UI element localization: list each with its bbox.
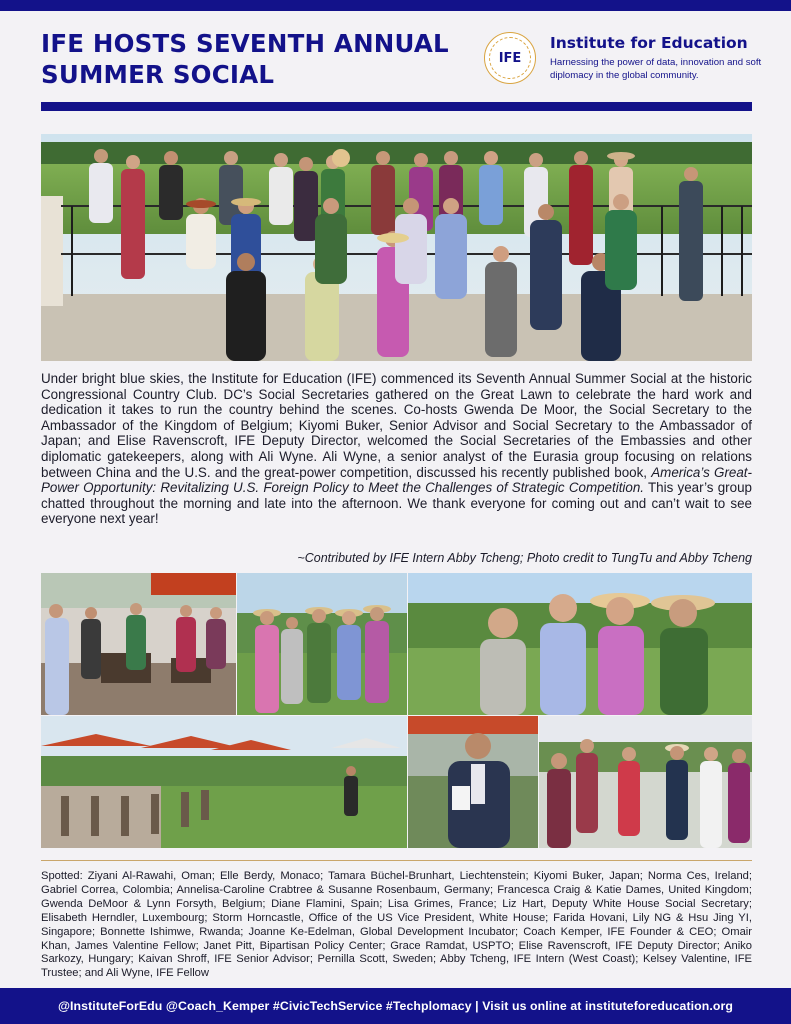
article-paragraph-1: Under bright blue skies, the Institute for Education (IFE) commenced its Seventh Annual Summer Social at the historic Congressional Country Club. DC’s Social Secretaries gathered on the Great Lawn to celebrate the hard work and dedication it takes to run the country behind the scenes. Co-hosts Gwenda De Moor, the Social Secretary to the Ambassador of the Kingdom of Belgium; Kiyomi Buker, Senior Advisor and Social Secretary to the Ambassador of Japan; and Elise Ravenscroft, IFE Deputy Director, welcomed the Social Secretaries of the Embassies and other diplomatic gatekeepers, along with Ali Wyne. Ali Wyne, a senior analyst of the Eurasia group focusing on relations between China and the U.S. and the great-power competition, discussed his recently published book, xyxy=(41,371,752,480)
collage-photo-terrace xyxy=(41,716,407,848)
article-body xyxy=(41,371,752,527)
title-line-1: IFE HOSTS SEVENTH ANNUAL xyxy=(41,29,449,58)
collage-photo-patio xyxy=(41,573,236,715)
footer-bar xyxy=(0,988,791,1024)
ife-logo-text: IFE xyxy=(489,37,531,79)
organization-name: Institute for Education xyxy=(550,34,748,52)
title-line-2: SUMMER SOCIAL xyxy=(41,60,275,89)
top-accent-bar xyxy=(0,0,791,11)
header-divider xyxy=(41,102,752,111)
collage-photo-five-guests xyxy=(237,573,407,715)
collage-photo-group-chat xyxy=(539,716,752,848)
organization-tagline: Harnessing the power of data, innovation and soft diplomacy in the global community. xyxy=(550,57,762,81)
collage-photo-four-guests xyxy=(408,573,752,715)
photo-credit: ~Contributed by IFE Intern Abby Tcheng; Photo credit to TungTu and Abby Tcheng xyxy=(297,551,752,565)
spotted-divider xyxy=(41,860,752,861)
page-title xyxy=(41,28,461,90)
group-photo xyxy=(41,134,752,361)
spotted-guest-list: Spotted: Ziyani Al-Rawahi, Oman; Elle Berdy, Monaco; Tamara Büchel-Brunhart, Liechtenstein; Kiyomi Buker, Japan; Norma Ces, Ireland; Gabriel Correa, Colombia; Annelisa-Caroline Crabtree & Susanne Rosenbaum, Germany; Francesca Craig & Katie Dames, United Kingdom; Gwenda DeMoor & Lynn Forsyth, Belgium; Diane Flamini, Spain; Lisa Grimes, France; Liz Hart, Deputy White House Social Secretary; Elisabeth Herndler, Luxembourg; Storm Horncastle, Office of the US Vice President, White House; Farida Hovani, Lily NG & Hsu Jing YI, Singapore; Bonnette Ishimwe, Rwanda; Joanne Ke-Edelman, Global Development Incubator; Coach Kemper, IFE Founder & CEO; Omair Khan, James Valentine Fellow; Janet Pitt, Bipartisan Policy Center; Grace Ramdat, USPTO; Elise Ravenscroft, IFE Deputy Director; Aniko Sarkozy, Hungary; Kaivan Shroff, IFE Senior Advisor; Pernilla Scott, Sweden; Abby Tcheng, IFE Intern (West Coast); Kelsey Valentine, IFE Trustee; and Ali Wyne, IFE Fellow xyxy=(41,870,752,980)
book-title: America’s Great-Power Opportunity: Revitalizing U.S. Foreign Policy to Meet the Challenges of Strategic Competition. xyxy=(41,464,752,496)
collage-photo-speaker xyxy=(408,716,538,848)
article-paragraph-2: This year’s group chatted throughout the morning and late into the afternoon. We thank everyone for coming out and can’t wait to see everyone next year! xyxy=(41,480,752,527)
footer-social-links: @InstituteForEdu @Coach_Kemper #CivicTechService #Techplomacy | Visit us online at instituteforeducation.org xyxy=(57,999,734,1013)
ife-logo xyxy=(484,32,536,84)
